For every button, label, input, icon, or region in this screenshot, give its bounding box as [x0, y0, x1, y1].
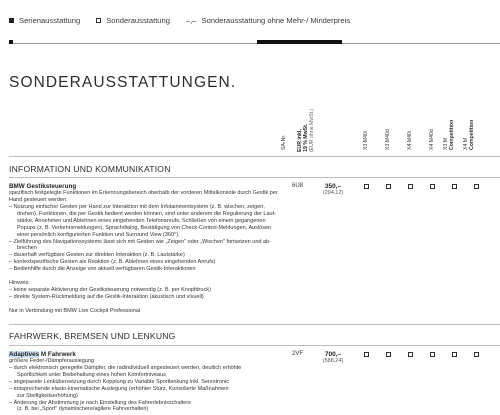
divider-accent — [9, 40, 13, 44]
column-header-label: Competition — [449, 119, 455, 150]
availability-open-square-icon — [364, 184, 369, 189]
availability-open-square-icon — [430, 184, 435, 189]
divider — [9, 43, 500, 44]
description-line: (z. B. bei „Sport" dynamischere/agilere Fahrverhalten) — [17, 406, 149, 413]
feature-description — [9, 365, 279, 413]
legend-label: Sonderausstattung ohne Mehr-/ Minderpreis — [201, 15, 351, 25]
filled-square-icon — [9, 18, 14, 23]
feature-description — [9, 204, 279, 314]
column-header-label: 19 % MwSt. — [303, 123, 309, 152]
description-line: – kontextspezifische Gesten als Reaktion (z. B. Ablehnen eines eingehenden Anrufs) — [9, 259, 216, 266]
description-line: – dauerhaft verfügbare Gesten zur direkten Interaktion (z. B. Lautstärke) — [9, 252, 185, 259]
spacer — [9, 301, 279, 308]
availability-open-square-icon — [364, 352, 369, 357]
column-header-x4-m-competition — [463, 108, 485, 150]
column-header-label: EUR inkl. — [297, 129, 303, 152]
description-line: drehen). Funktionen, die per Gestik bedient werden können, sind unter anderem die Regulierung der Laut- — [17, 210, 276, 217]
legend-item-sonderausstattung — [96, 16, 170, 25]
availability-open-square-icon — [430, 352, 435, 357]
legend-label: Sonderausstattung — [106, 15, 170, 25]
divider-accent — [257, 40, 342, 44]
description-line: – durch elektronisch geregelte Dämpfer, die radindividuell angesteuert werden, deutlich erhöhte — [9, 365, 242, 371]
feature-subtitle: spezifisch festgelegte Funktionen im Erkennungsbereich oberhalb der vorderen Mittelkonsole durch Gestik per Hand gesteuert werden: — [9, 190, 278, 203]
column-header-label: X3 M40i — [363, 130, 369, 150]
sa-code: 6U8 — [292, 183, 304, 189]
availability-open-square-icon — [386, 352, 391, 357]
note-heading: Hinweis: — [9, 279, 30, 286]
availability-open-square-icon — [474, 184, 479, 189]
description-line: Popups (z. B. Verkehrsmeldungen), Sprachdialog, Bestätigung von Check-Control-Meldungen, Auslösen — [17, 224, 272, 231]
legend-item-serienausstattung — [9, 16, 80, 25]
description-line: brechen — [17, 245, 37, 252]
description-line: – keine separate Aktivierung der Gestiksteuerung notwendig (z. B. per Knopfdruck) — [9, 286, 211, 293]
page-title: SONDERAUSSTATTUNGEN. — [9, 74, 237, 91]
feature-title-gestiksteuerung: BMW Gestiksteuerung — [9, 183, 77, 190]
availability-open-square-icon — [408, 184, 413, 189]
description-line: – Zielführung des Navigationssystems lässt sich mit Gesten wie „Zeigen" oder „Wischen" fortsetzen und ab- — [9, 238, 271, 245]
availability-open-square-icon — [452, 184, 457, 189]
description-line: – entsprechende elasto-kinematische Auslegung (erhöhter Sturz, Konsolierte Maßnahmen — [9, 385, 229, 392]
column-header-price — [299, 106, 325, 152]
description-line: einer persönlich konfigurierten Funktion und Surround View (360°). — [17, 231, 180, 238]
open-square-icon — [96, 18, 101, 23]
text-highlight: Adaptives — [9, 351, 40, 358]
section-title-information: INFORMATION UND KOMMUNIKATION — [9, 164, 171, 174]
price-net: (588,24) — [322, 358, 344, 364]
legend-label: Serienausstattung — [19, 15, 81, 25]
column-header-label: SA-Nr. — [281, 134, 287, 150]
feature-subtitle: größere Feder-/Dämpferauslegung — [9, 358, 94, 364]
availability-open-square-icon — [474, 352, 479, 357]
legend — [9, 14, 366, 26]
column-header-x3-m-competition — [443, 108, 465, 150]
description-line: – Bedienhilfe durch die Anzeige von aktuell verfügbaren Gestik-Interaktionen — [9, 266, 196, 273]
availability-open-square-icon — [386, 184, 391, 189]
price-gross: 350,– — [324, 183, 342, 190]
top-rule — [9, 40, 500, 44]
spacer — [9, 273, 279, 280]
column-header-x3-m40d — [380, 108, 402, 150]
divider — [9, 345, 500, 346]
column-header-label: (EUR ohne MwSt.) — [309, 108, 315, 152]
description-line: – Nutzung einfacher Gesten per Hand zur Interaktion mit dem Infotainmentsystem (z. B. wischen, zeigen, — [9, 204, 265, 210]
divider — [9, 324, 500, 325]
requirement-note: Nur in Verbindung mit BMW Live Cockpit Professional — [9, 307, 141, 314]
description-line: – direkte System-Rückmeldung auf die Gestik-Interaktion (akustisch und visuell) — [9, 293, 204, 300]
divider — [9, 156, 500, 157]
price-gross: 700,– — [324, 351, 342, 358]
description-line: – Änderung der Abstimmung je nach Einstellung des Fahrerlebnisschalters — [9, 399, 191, 406]
availability-open-square-icon — [408, 352, 413, 357]
sa-code: 2VF — [292, 351, 304, 357]
description-line: stärke, Annehmen und Ablehnen eines eingehenden Telefonanrufs, Schließen von einem gegangenen — [17, 217, 266, 224]
feature-title-text: M Fahrwerk — [39, 351, 76, 358]
price-net: (294,12) — [322, 190, 344, 196]
column-header-label: X4 M — [463, 137, 469, 150]
description-line: – angepasste Lenkübersetzung durch Kopplung zu Variable Sportlenkung inkl. Servotronic — [9, 378, 230, 385]
availability-open-square-icon — [452, 352, 457, 357]
description-line: zur Steifigkeitserhöhung) — [17, 392, 78, 399]
legend-item-ohne-mehrpreis — [186, 16, 350, 25]
column-header-label: Competition — [469, 119, 475, 150]
column-header-x3-m40i — [358, 108, 380, 150]
column-header-label: X4 M40i — [407, 130, 413, 150]
divider — [9, 177, 500, 178]
column-header-label: X3 M — [443, 137, 449, 150]
feature-title-adaptives-m-fahrwerk — [9, 351, 76, 358]
description-line: Sportlichkeit unter Beibehaltung eines hohen Komfortniveaus — [17, 371, 166, 378]
column-header-x4-m40i — [402, 108, 424, 150]
dash-symbol: –,– — [185, 15, 197, 25]
section-title-fahrwerk: FAHRWERK, BREMSEN UND LENKUNG — [9, 331, 176, 341]
column-header-sa-nr — [276, 108, 298, 150]
column-header-label: X3 M40d — [385, 129, 391, 150]
column-header-label: X4 M40d — [429, 129, 435, 150]
